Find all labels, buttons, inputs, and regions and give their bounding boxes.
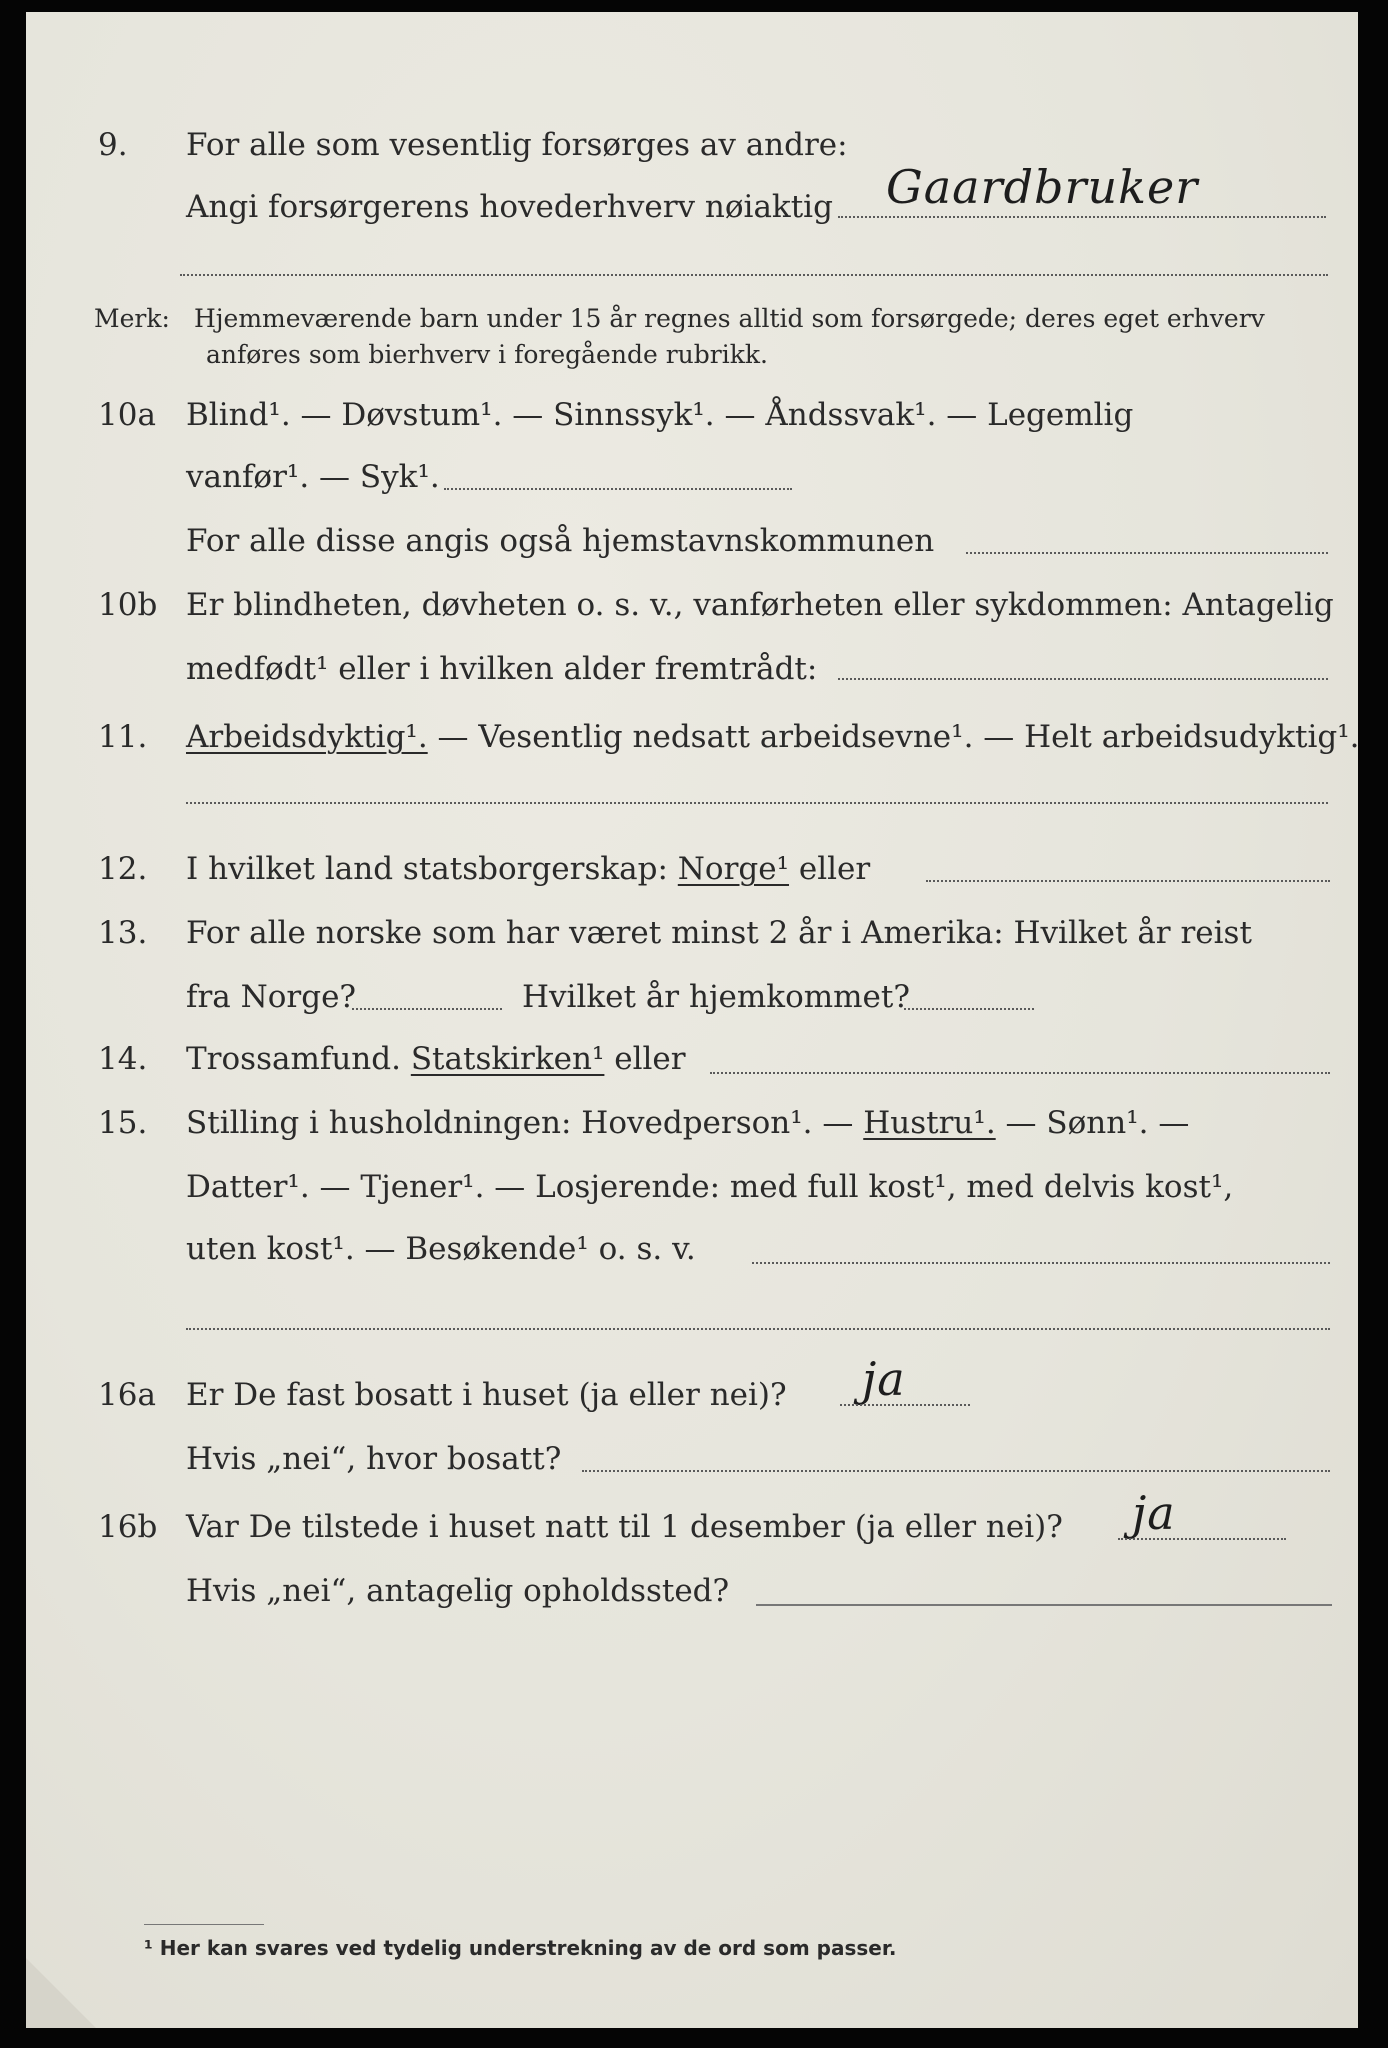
q10b-row-2 <box>26 644 1358 694</box>
merk-row-2 <box>26 330 1358 380</box>
q16a-line-1: Er De fast bosatt i huset (ja eller nei)? <box>186 1377 787 1413</box>
q12-text <box>186 844 870 894</box>
q12-row <box>26 844 1358 894</box>
q13-row-2 <box>26 972 1358 1022</box>
q11-blank-line <box>186 802 1328 804</box>
merk-label: Merk: <box>94 304 170 333</box>
q10b-line-2: medfødt¹ eller i hvilken alder fremtrådt: <box>186 651 818 687</box>
q12-answer-line <box>926 880 1330 882</box>
q16b-row-2 <box>26 1566 1358 1616</box>
q14-prefix: Trossamfund. <box>186 1041 411 1077</box>
q16b-line-1: Var De tilstede i huset natt til 1 desember (ja eller nei)? <box>186 1509 1063 1545</box>
q15-row-1 <box>26 1098 1358 1148</box>
q15-line-2: Datter¹. — Tjener¹. — Losjerende: med full kost¹, med delvis kost¹, <box>186 1169 1234 1205</box>
q13-return-line <box>904 1008 1034 1010</box>
q9-blank-line <box>180 274 1328 276</box>
q10a-number: 10a <box>98 397 156 433</box>
q10b-number: 10b <box>98 587 158 623</box>
q11-rest: — Vesentlig nedsatt arbeidsevne¹. — Helt arbeidsudyktig¹. <box>427 719 1360 755</box>
q15-text-1 <box>186 1098 1189 1148</box>
q15-number: 15. <box>98 1105 148 1141</box>
q15-line-3: uten kost¹. — Besøkende¹ o. s. v. <box>186 1231 696 1267</box>
q10a-row-1 <box>26 390 1358 440</box>
q15-answer-line <box>752 1262 1330 1264</box>
q14-number: 14. <box>98 1041 148 1077</box>
q14-row <box>26 1034 1358 1084</box>
q10b-age-line <box>838 678 1328 680</box>
census-form-page <box>26 12 1358 2028</box>
q16a-answer-line <box>840 1404 970 1406</box>
q16b-answer-line <box>1118 1538 1286 1540</box>
q9-line-1: For alle som vesentlig forsørges av andre: <box>186 127 848 163</box>
footnote: ¹ Her kan svares ved tydelig understrekning av de ord som passer. <box>144 1936 897 1960</box>
q16a-handwritten-answer: ja <box>862 1352 906 1406</box>
q9-answer-line <box>838 216 1326 218</box>
footnote-rule <box>144 1924 264 1925</box>
q10a-row-2 <box>26 452 1358 502</box>
q10b-line-1: Er blindheten, døvheten o. s. v., vanførheten eller sykdommen: Antagelig <box>186 587 1334 623</box>
q11-number: 11. <box>98 719 148 755</box>
q15-prefix: Stilling i husholdningen: Hovedperson¹. — <box>186 1105 864 1141</box>
q14-text <box>186 1034 686 1084</box>
q14-underlined-option: Statskirken¹ <box>410 1041 605 1077</box>
q13-departure-line <box>352 1008 502 1010</box>
q10a-line-3: For alle disse angis også hjemstavnskommunen <box>186 523 935 559</box>
q13-part-a: fra Norge? <box>186 979 357 1015</box>
q13-part-b: Hvilket år hjemkommet? <box>522 979 910 1015</box>
q14-suffix: eller <box>604 1041 686 1077</box>
q15-blank-line <box>186 1328 1330 1330</box>
q12-underlined-option: Norge¹ <box>677 851 790 887</box>
q10a-kommune-line <box>966 552 1328 554</box>
merk-line-2: anføres som bierhverv i foregående rubrikk. <box>206 340 768 369</box>
folded-corner <box>26 1958 96 2028</box>
q16a-row-1 <box>26 1370 1358 1420</box>
q16b-handwritten-answer: ja <box>1132 1486 1176 1540</box>
q10b-row-1 <box>26 580 1358 630</box>
q16b-location-line <box>756 1604 1332 1606</box>
q9-handwritten-answer: Gaardbruker <box>886 160 1199 214</box>
q11-underlined-option: Arbeidsdyktig¹. <box>186 719 428 755</box>
q11-row <box>26 712 1358 762</box>
q16a-location-line <box>582 1470 1330 1472</box>
q13-line-1: For alle norske som har været minst 2 år i Amerika: Hvilket år reist <box>186 915 1252 951</box>
q16a-number: 16a <box>98 1377 156 1413</box>
q9-number: 9. <box>98 127 128 163</box>
merk-line-1: Hjemmeværende barn under 15 år regnes alltid som forsørgede; deres eget erhverv <box>194 304 1265 333</box>
q10a-line-2: vanfør¹. — Syk¹. <box>186 459 440 495</box>
q12-suffix: eller <box>789 851 871 887</box>
q15-suffix: — Sønn¹. — <box>995 1105 1190 1141</box>
q9-line-2: Angi forsørgerens hovederhverv nøiaktig <box>186 189 833 225</box>
q13-row-1 <box>26 908 1358 958</box>
q15-underlined-option: Hustru¹. <box>863 1105 996 1141</box>
q12-prefix: I hvilket land statsborgerskap: <box>186 851 678 887</box>
q10a-syk-line <box>444 488 792 490</box>
q14-answer-line <box>710 1072 1330 1074</box>
q16b-number: 16b <box>98 1509 158 1545</box>
q10a-row-3 <box>26 516 1358 566</box>
q16a-row-2 <box>26 1434 1358 1484</box>
q10a-line-1: Blind¹. — Døvstum¹. — Sinnssyk¹. — Åndssvak¹. — Legemlig <box>186 397 1134 433</box>
q15-row-3 <box>26 1224 1358 1274</box>
q12-number: 12. <box>98 851 148 887</box>
q16b-line-2: Hvis „nei“, antagelig opholdssted? <box>186 1573 730 1609</box>
q11-text <box>186 712 1360 762</box>
q13-number: 13. <box>98 915 148 951</box>
q15-row-2 <box>26 1162 1358 1212</box>
q16a-line-2: Hvis „nei“, hvor bosatt? <box>186 1441 562 1477</box>
